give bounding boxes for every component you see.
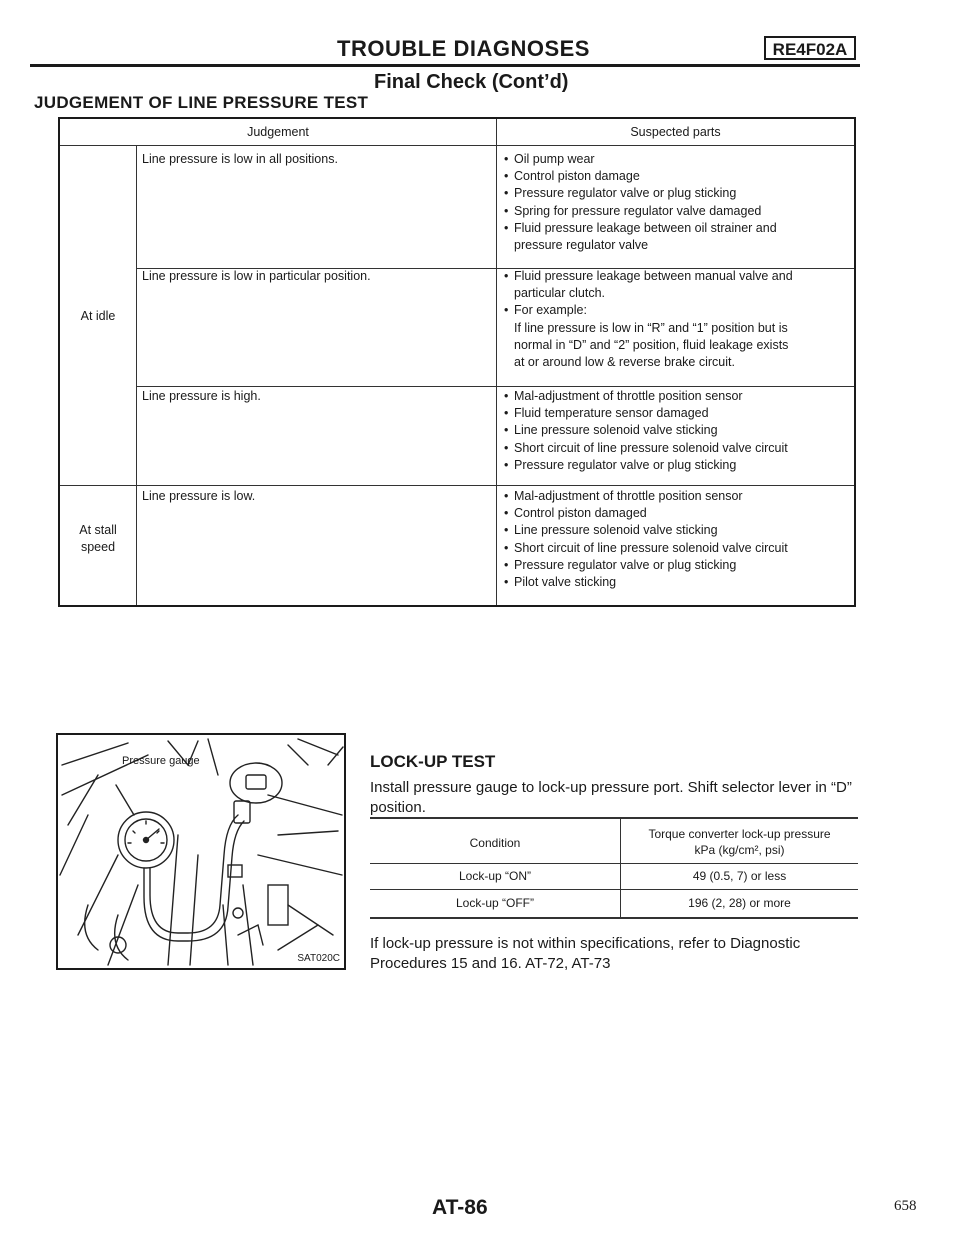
list-item-continuation: pressure regulator valve (514, 238, 649, 253)
suspected-parts-list (504, 151, 849, 254)
judgement-cell: Line pressure is low in particular position. (142, 269, 371, 283)
suspected-parts-list (504, 488, 849, 591)
lockup-heading: LOCK-UP TEST (370, 752, 496, 771)
list-item: • Mal-adjustment of throttle position sensor (504, 388, 849, 405)
list-item: • Pressure regulator valve or plug sticking (504, 557, 849, 574)
suspected-parts-list (504, 388, 849, 474)
page-id: AT-86 (432, 1196, 488, 1219)
header-rule (30, 64, 860, 67)
list-item: • For example: (504, 302, 849, 319)
page-subtitle: Final Check (Cont’d) (374, 71, 569, 93)
header-line: kPa (kg/cm², psi) (694, 843, 785, 857)
list-item: • Fluid pressure leakage between oil strainer and (504, 220, 849, 237)
list-item: • Control piston damage (504, 168, 849, 185)
list-item: • Fluid temperature sensor damaged (504, 405, 849, 422)
condition-line: At stall (79, 523, 117, 537)
table-rule (136, 145, 137, 605)
table-rule (496, 119, 497, 605)
list-item: • Control piston damaged (504, 505, 849, 522)
list-item: • Line pressure solenoid valve sticking (504, 522, 849, 539)
table-rule (370, 917, 858, 919)
figure-label: Pressure gauge (122, 755, 200, 767)
judgement-cell: Line pressure is low in all positions. (142, 152, 338, 166)
figure-code: SAT020C (297, 953, 340, 964)
list-item-continuation: particular clutch. (514, 286, 606, 301)
page-title: TROUBLE DIAGNOSES (337, 36, 590, 61)
list-item: • Pressure regulator valve or plug sticking (504, 457, 849, 474)
judgement-table (58, 117, 856, 607)
pressure-gauge-figure (56, 733, 346, 970)
list-item-continuation: If line pressure is low in “R” and “1” position but is (514, 320, 788, 335)
list-item: • Short circuit of line pressure solenoid valve circuit (504, 540, 849, 557)
table-rule (370, 889, 858, 890)
list-item-continuation: at or around low & reverse brake circuit. (514, 355, 735, 370)
judgement-cell: Line pressure is low. (142, 489, 256, 503)
column-header-judgement: Judgement (247, 125, 309, 139)
list-item: • Mal-adjustment of throttle position sensor (504, 488, 849, 505)
lockup-table (370, 817, 858, 927)
table-rule (60, 145, 854, 146)
list-item: • Oil pump wear (504, 151, 849, 168)
suspected-parts-list (504, 268, 849, 371)
condition-at-idle: At idle (80, 309, 116, 323)
condition-line: speed (80, 540, 116, 555)
pressure-cell: 49 (0.5, 7) or less (692, 869, 787, 883)
judgement-cell: Line pressure is high. (142, 389, 261, 403)
section-heading: JUDGEMENT OF LINE PRESSURE TEST (34, 93, 369, 112)
table-rule (370, 817, 858, 819)
list-item: • Pressure regulator valve or plug sticking (504, 185, 849, 202)
table-rule (60, 485, 854, 486)
table-rule (370, 863, 858, 864)
column-header-pressure (621, 826, 858, 858)
engine-illustration (58, 735, 344, 968)
header-line: Torque converter lock-up pressure (648, 827, 831, 841)
condition-cell: Lock-up “OFF” (455, 896, 534, 910)
list-item: • Spring for pressure regulator valve damaged (504, 203, 849, 220)
column-header-condition: Condition (469, 836, 521, 850)
list-item: • Short circuit of line pressure solenoid valve circuit (504, 440, 849, 457)
list-item: • Fluid pressure leakage between manual valve and (504, 268, 849, 285)
lockup-description: Install pressure gauge to lock-up pressure port. Shift selector lever in “D” position. (370, 779, 852, 816)
condition-at-stall (60, 522, 136, 556)
table-rule (136, 386, 854, 387)
list-item: • Line pressure solenoid valve sticking (504, 422, 849, 439)
page-number: 658 (894, 1198, 917, 1214)
list-item-continuation: normal in “D” and “2” position, fluid leakage exists (514, 337, 789, 352)
condition-cell: Lock-up “ON” (458, 869, 532, 883)
lockup-note: If lock-up pressure is not within specifications, refer to Diagnostic Procedures 15 and 16. AT-72, AT-73 (370, 935, 801, 972)
pressure-cell: 196 (2, 28) or more (688, 896, 791, 910)
column-header-suspected-parts: Suspected parts (630, 125, 721, 139)
list-item: • Pilot valve sticking (504, 574, 849, 591)
model-code-badge: RE4F02A (764, 36, 856, 60)
